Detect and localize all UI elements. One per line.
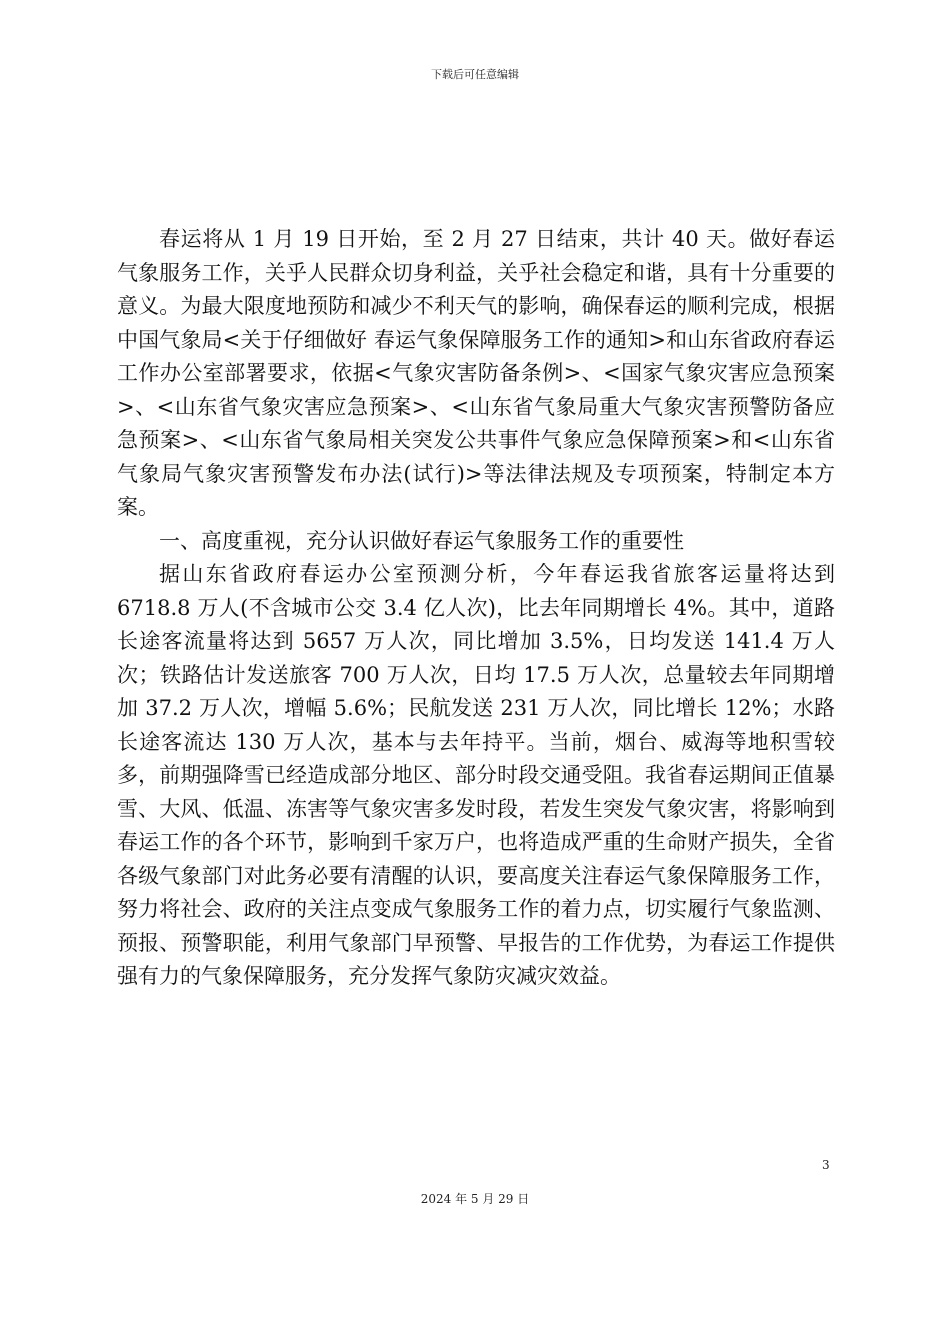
page-number: 3 (822, 1158, 830, 1172)
page-header: 下载后可任意编辑 (431, 68, 519, 81)
section-heading-1: 一、高度重视，充分认识做好春运气象服务工作的重要性 (159, 528, 684, 553)
document-body (117, 223, 835, 994)
paragraph-intro: 春运将从 1 月 19 日开始，至 2 月 27 日结束，共计 40 天。做好春运气象服务工作，关乎人民群众切身利益，关乎社会稳定和谐，具有十分重要的意义。为最大限度地预防和减少不利天气的影响，确保春运的顺利完成，根据中国气象局<关于仔细做好 春运气象保障服务工作的通知>和山东省政府春运工作办公室部署要求，依据<气象灾害防备条例>、<国家气象灾害应急预案>、<山东省气象灾害应急预案>、<山东省气象局重大气象灾害预警防备应急预案>、<山东省气象局相关突发公共事件气象应急保障预案>和<山东省气象局气象灾害预警发布办法(试行)>等法律法规及专项预案，特制定本方案。 (117, 227, 835, 519)
page-footer-date: 2024 年 5 月 29 日 (420, 1192, 530, 1206)
paragraph-analysis: 据山东省政府春运办公室预测分析，今年春运我省旅客运量将达到 6718.8 万人(不含城市公交 3.4 亿人次)，比去年同期增长 4%。其中，道路长途客流量将达到 5657 万人次，同比增加 3.5%，日均发送 141.4 万人次；铁路估计发送旅客 700 万人次，日均 17.5 万人次，总量较去年同期增加 37.2 万人次，增幅 5.6%；民航发送 231 万人次，同比增长 12%；水路长途客流达 130 万人次，基本与去年持平。当前，烟台、威海等地积雪较多，前期强降雪已经造成部分地区、部分时段交通受阻。我省春运期间正值暴雪、大风、低温、冻害等气象灾害多发时段，若发生突发气象灾害，将影响到春运工作的各个环节，影响到千家万户，也将造成严重的生命财产损失，全省各级气象部门对此务必要有清醒的认识，要高度关注春运气象保障服务工作，努力将社会、政府的关注点变成气象服务工作的着力点，切实履行气象监测、预报、预警职能，利用气象部门早预警、早报告的工作优势，为春运工作提供强有力的气象保障服务，充分发挥气象防灾减灾效益。 (117, 562, 835, 988)
